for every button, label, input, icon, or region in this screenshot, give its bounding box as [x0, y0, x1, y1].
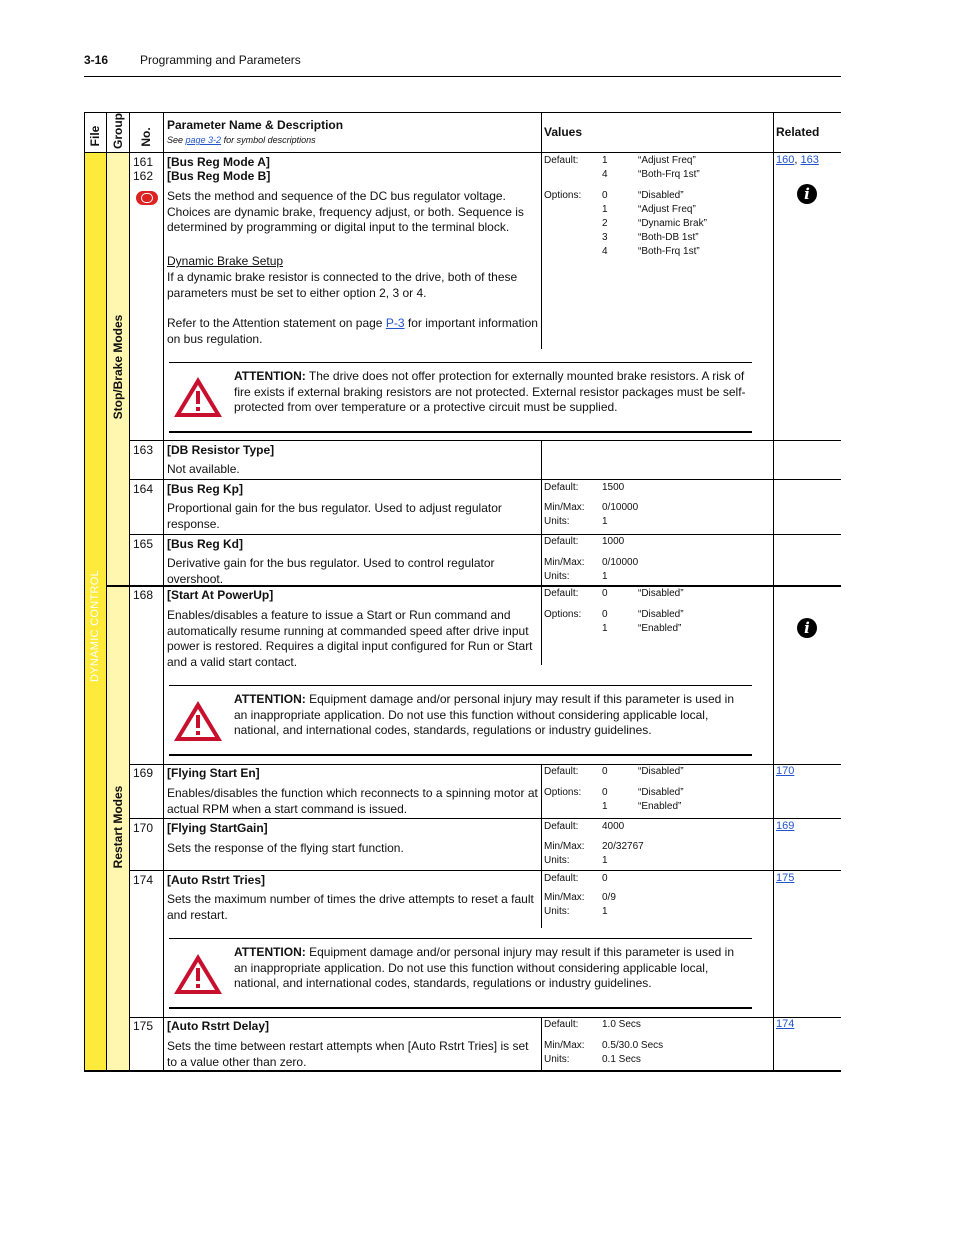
param-description: Not available. — [167, 462, 240, 476]
param-name: [Start At PowerUp] — [167, 588, 274, 602]
col-header-values: Values — [544, 125, 583, 139]
related-links — [776, 872, 794, 884]
col-rule — [541, 441, 542, 665]
col-header-name: Parameter Name & Description — [167, 118, 344, 132]
param-name: [Bus Reg Kd] — [167, 537, 243, 551]
warning-triangle-icon — [171, 374, 225, 420]
default-values: 1 4 — [602, 155, 608, 180]
option-texts: “Disabled” “Adjust Freq” “Dynamic Brak” “Both-DB 1st” “Both-Frq 1st” — [638, 190, 707, 257]
minmax-label: Min/Max: — [544, 892, 585, 903]
col-rule — [541, 1017, 542, 1071]
param-description: Enables/disables the function which reconnects to a spinning motor at actual RPM when a start command is issued. — [167, 786, 538, 816]
units-label: Units: — [544, 855, 570, 866]
param-name: [Bus Reg Kp] — [167, 482, 243, 496]
related-link-175[interactable]: 175 — [776, 872, 795, 884]
group-label-restart: Restart Modes — [111, 785, 125, 869]
default-label: Default: — [544, 1019, 579, 1030]
col-rule — [541, 764, 542, 928]
units-value: 1 — [602, 855, 608, 866]
minmax-label: Min/Max: — [544, 1040, 585, 1051]
param-number: 168 — [133, 588, 154, 602]
row-rule — [129, 818, 841, 819]
minmax-value: 0/10000 — [602, 502, 639, 513]
param-name: [Auto Rstrt Delay] — [167, 1019, 270, 1033]
option-texts: “Disabled” “Enabled” — [638, 609, 684, 634]
related-link-174[interactable]: 174 — [776, 1018, 795, 1030]
option-values: 0 1 — [602, 787, 608, 812]
note-suffix: for symbol descriptions — [223, 135, 316, 145]
sub-description: If a dynamic brake resistor is connected to the drive, both of these parameters must be set to either option 2, 3 or 4. — [167, 270, 518, 300]
row-rule — [129, 764, 841, 765]
param-name: [DB Resistor Type] — [167, 443, 275, 457]
param-number: 175 — [133, 1019, 154, 1033]
minmax-label: Min/Max: — [544, 841, 585, 852]
page-p-3-link[interactable]: P-3 — [385, 316, 405, 330]
col-header-file: File — [88, 125, 102, 147]
default-label: Default: — [544, 821, 579, 832]
default-label: Default: — [544, 482, 579, 493]
units-value: 1 — [602, 571, 608, 582]
options-label: Options: — [544, 609, 582, 620]
row-rule — [129, 479, 841, 480]
symbol-note — [167, 135, 316, 145]
minmax-label: Min/Max: — [544, 557, 585, 568]
related-links — [776, 820, 794, 832]
group-label-stop-brake: Stop/Brake Modes — [111, 314, 125, 420]
default-label: Default: — [544, 766, 579, 777]
header-bottom-rule — [84, 152, 841, 153]
units-label: Units: — [544, 1054, 570, 1065]
row-rule — [129, 534, 841, 535]
units-label: Units: — [544, 571, 570, 582]
col-rule — [129, 112, 130, 1072]
col-header-no: No. — [139, 127, 153, 147]
default-value: 0 — [602, 588, 608, 599]
param-description: Proportional gain for the bus regulator. Used to adjust regulator response. — [167, 501, 502, 531]
units-value: 1 — [602, 906, 608, 917]
header-rule — [84, 76, 841, 77]
param-description: Sets the maximum number of times the drive attempts to reset a fault and restart. — [167, 892, 534, 922]
param-description: Derivative gain for the bus regulator. Used to control regulator overshoot. — [167, 556, 495, 586]
option-texts: “Disabled” “Enabled” — [638, 787, 684, 812]
related-link-163[interactable]: 163 — [800, 154, 819, 166]
default-texts: “Adjust Freq” “Both-Frq 1st” — [638, 155, 700, 180]
warning-triangle-icon — [171, 698, 225, 744]
default-label: Default: — [544, 873, 579, 884]
default-value: 1500 — [602, 482, 625, 493]
col-header-related: Related — [776, 125, 820, 139]
attention-text: ATTENTION: Equipment damage and/or personal injury may result if this parameter is used in an inappropriate application. Do not use this function without considering applicable local, national, and international codes, standards, regulations or industry guidelines. — [234, 692, 734, 737]
minmax-value: 0/10000 — [602, 557, 639, 568]
row-rule — [129, 440, 841, 441]
param-name: [Flying StartGain] — [167, 821, 268, 835]
related-links — [776, 765, 794, 777]
col-rule — [84, 112, 85, 1072]
refer-text: Refer to the Attention statement on page P-3 for important information on bus regulation. — [167, 316, 538, 346]
related-link-169[interactable]: 169 — [776, 820, 795, 832]
table-top-rule — [84, 112, 841, 113]
page-number: 3-16 — [84, 53, 109, 67]
default-value: 0 — [602, 766, 608, 777]
default-label: Default: — [544, 536, 579, 547]
param-number: 163 — [133, 443, 154, 457]
param-name: [Flying Start En] — [167, 766, 260, 780]
minmax-value: 0.5/30.0 Secs — [602, 1040, 664, 1051]
related-link-160[interactable]: 160 — [776, 154, 795, 166]
page-title: Programming and Parameters — [140, 53, 301, 67]
option-values: 0 1 — [602, 609, 608, 634]
col-rule — [163, 112, 164, 1072]
minmax-value: 0/9 — [602, 892, 616, 903]
info-icon: i — [797, 184, 817, 204]
option-values: 0 1 2 3 4 — [602, 190, 608, 257]
options-label: Options: — [544, 190, 582, 201]
default-label: Default: — [544, 155, 579, 166]
col-rule — [106, 112, 107, 1072]
param-name: [Auto Rstrt Tries] — [167, 873, 266, 887]
minmax-label: Min/Max: — [544, 502, 585, 513]
options-label: Options: — [544, 787, 582, 798]
default-value: 1.0 Secs — [602, 1019, 641, 1030]
param-number: 169 — [133, 766, 154, 780]
param-number: 170 — [133, 821, 154, 835]
param-number: 165 — [133, 537, 154, 551]
info-icon: i — [797, 618, 817, 638]
stop-symbol-icon — [136, 191, 158, 205]
attention-text: ATTENTION: The drive does not offer protection for externally mounted brake resistors. A risk of fire exists if external braking resistors are not protected. External resistor packages must be self-protected from over temperature or a protective circuit must be supplied. — [234, 369, 746, 414]
page-3-2-link[interactable]: page 3-2 — [185, 135, 222, 145]
default-value: 4000 — [602, 821, 625, 832]
col-rule — [541, 112, 542, 153]
row-rule — [129, 870, 841, 871]
minmax-value: 20/32767 — [602, 841, 644, 852]
sub-heading: Dynamic Brake Setup — [167, 254, 284, 268]
related-link-170[interactable]: 170 — [776, 765, 795, 777]
file-label: DYNAMIC CONTROL — [89, 569, 101, 683]
param-description: Sets the response of the flying start function. — [167, 841, 404, 855]
related-links: 160, 163 — [776, 154, 819, 166]
param-description: Sets the time between restart attempts when [Auto Rstrt Tries] is set to a value other than zero. — [167, 1039, 529, 1069]
note-prefix: See — [167, 135, 184, 145]
col-rule — [773, 112, 774, 1072]
default-value: 0 — [602, 873, 608, 884]
parameter-table — [84, 112, 841, 1072]
param-number: 161 162 — [133, 155, 154, 183]
units-label: Units: — [544, 516, 570, 527]
param-description: Sets the method and sequence of the DC bus regulator voltage. Choices are dynamic brake, frequency adjust, or both. Sequence is determined by programming or digital input to the terminal block. — [167, 189, 524, 234]
default-label: Default: — [544, 588, 579, 599]
warning-triangle-icon — [171, 951, 225, 997]
default-text: “Disabled” — [638, 766, 684, 777]
row-rule — [129, 1017, 841, 1018]
col-rule — [541, 153, 542, 349]
default-value: 1000 — [602, 536, 625, 547]
param-name: [Bus Reg Mode A] [Bus Reg Mode B] — [167, 155, 271, 183]
units-value: 1 — [602, 516, 608, 527]
units-value: 0.1 Secs — [602, 1054, 641, 1065]
col-header-group: Group — [111, 113, 125, 149]
param-number: 174 — [133, 873, 154, 887]
table-bottom-rule — [84, 1070, 841, 1072]
attention-text: ATTENTION: Equipment damage and/or personal injury may result if this parameter is used in an inappropriate application. Do not use this function without considering applicable local, national, and international codes, standards, regulations or industry guidelines. — [234, 945, 734, 990]
param-description: Enables/disables a feature to issue a Start or Run command and automatically resume running at commanded speed after drive input power is restored. Requires a digital input configured for Run or Start and a valid start contact. — [167, 608, 533, 669]
default-text: “Disabled” — [638, 588, 684, 599]
related-links — [776, 1018, 794, 1030]
units-label: Units: — [544, 906, 570, 917]
param-number: 164 — [133, 482, 154, 496]
